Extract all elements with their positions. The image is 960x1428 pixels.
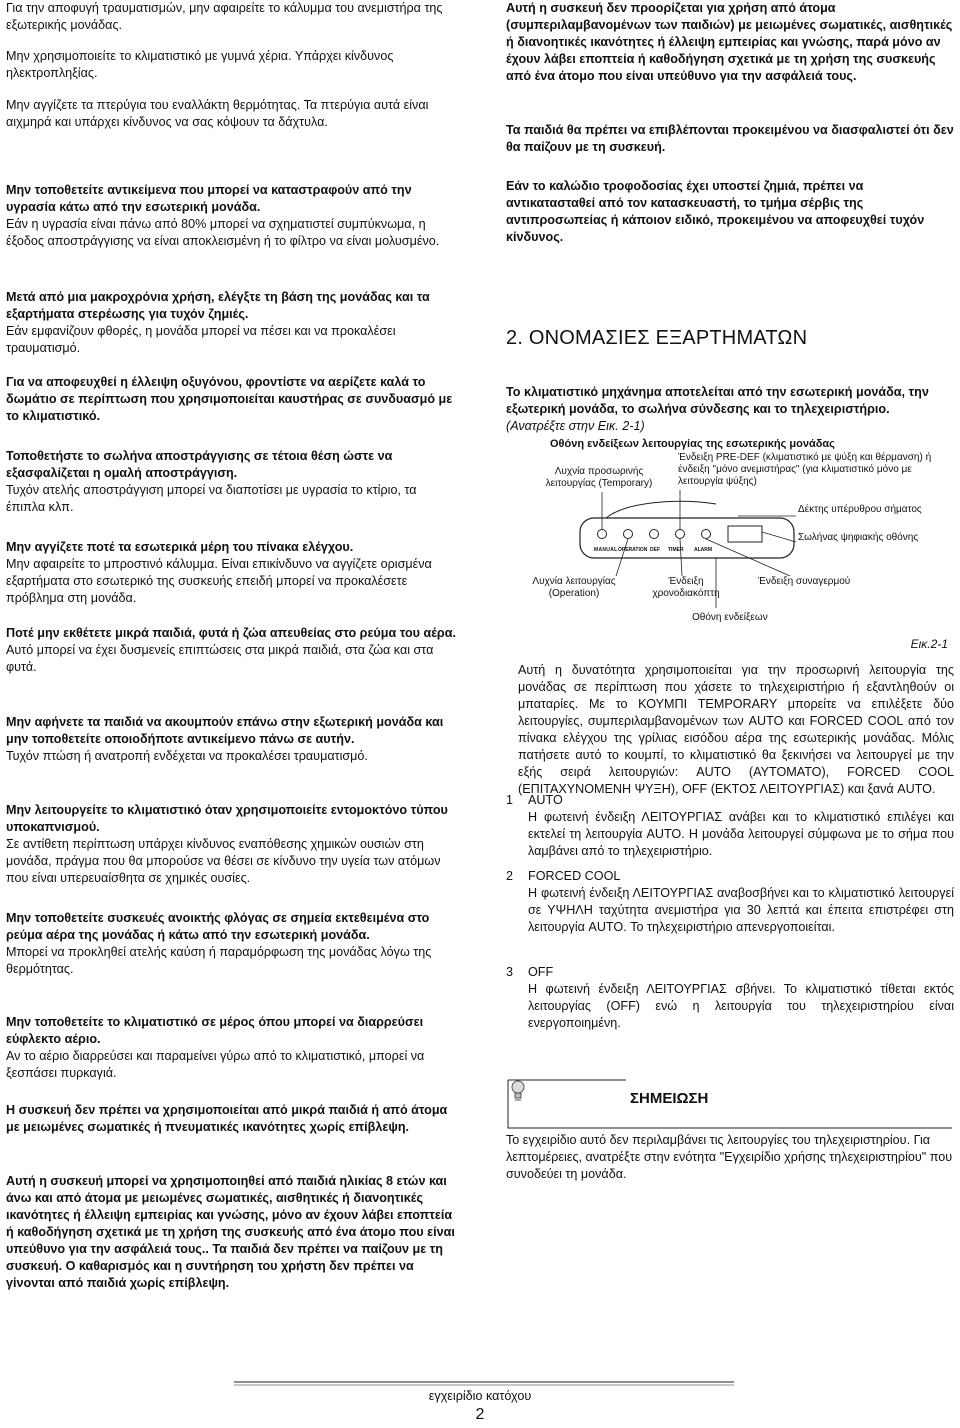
digital-display-label: Σωλήνας ψηφιακής οθόνης bbox=[798, 532, 919, 543]
ir-receiver-label: Δέκτης υπέρυθρου σήματος bbox=[798, 504, 922, 515]
mode-item-off: 3 OFF Η φωτεινή ένδειξη ΛΕΙΤΟΥΡΓΙΑΣ σβήνει. Το κλιματιστικό τίθεται εκτός λειτουργίας (OFF) ενώ η λειτουργία του τηλεχειριστηρίου είναι ενεργοποιημένη. bbox=[506, 965, 954, 1030]
warning-paragraph: Μην αγγίζετε τα πτερύγια του εναλλάκτη θερμότητας. Τα πτερύγια αυτά είναι αιχμηρά και υπάρχει κίνδυνος να σας κόψουν τα δάχτυλα. bbox=[6, 98, 429, 129]
warning-paragraph: Μην λειτουργείτε το κλιματιστικό όταν χρησιμοποιείτε εντομοκτόνο τύπου υποκαπνισμού. Σε αντίθετη περίπτωση υπάρχει κίνδυνος εναπόθεσης χημικών ουσιών στη μονάδα, πράγμα που θα μπορούσε να θέσει σε κίνδυνο την υγεία των ατόμων που είναι υπερευαίσθητα σε χημικές ουσίες. bbox=[6, 803, 448, 885]
footer-rule bbox=[234, 1380, 734, 1388]
warning-paragraph: Μην τοποθετείτε συσκευές ανοικτής φλόγας σε σημεία εκτεθειμένα στο ρεύμα αέρα της μονάδας ή κάτω από την εσωτερική μονάδα. Μπορεί να προκληθεί ατελής καύση ή παραμόρφωση της μονάδας λόγω της θερμότητας. bbox=[6, 911, 432, 976]
temporary-lamp-label: Λυχνία προσωρινής λειτουργίας (Temporary) bbox=[545, 466, 653, 489]
mode-item-forced-cool: 2 FORCED COOL Η φωτεινή ένδειξη ΛΕΙΤΟΥΡΓΙΑΣ αναβοσβήνει και το κλιματιστικό λειτουργεί σε ΥΨΗΛΗ ταχύτητα ανεμιστήρα για 30 λεπτά και έπειτα επιστρέφει στη λειτουργία AUTO. Το τηλεχειριστήριο απενεργοποιείται. bbox=[506, 869, 954, 934]
warning-paragraph: Η συσκευή δεν πρέπει να χρησιμοποιείται από μικρά παιδιά ή από άτομα με μειωμένες σωματικές ή πνευματικές ικανότητες χωρίς επίβλεψη. bbox=[6, 1103, 448, 1134]
note-box bbox=[506, 1078, 954, 1130]
panel-mark-manual: MANUAL bbox=[594, 547, 618, 553]
lightbulb-icon bbox=[510, 1080, 526, 1107]
note-frame bbox=[506, 1078, 954, 1130]
alarm-label: Ένδειξη συναγερμού bbox=[758, 576, 851, 587]
safety-paragraph: Εάν το καλώδιο τροφοδοσίας έχει υποστεί ζημιά, πρέπει να αντικατασταθεί από τον κατασκευαστή, το τμήμα σέρβις της αντιπροσωπείας ή κάποιον ειδικό, προκειμένου να αποφευχθεί τυχόν κίνδυνος. bbox=[506, 179, 925, 244]
panel-mark-timer: TIMER bbox=[668, 547, 684, 553]
warning-paragraph: Μην τοποθετείτε το κλιματιστικό σε μέρος όπου μπορεί να διαρρεύσει εύφλεκτο αέριο. Αν το αέριο διαρρεύσει και παραμείνει γύρω από το κλιματιστικό, μπορεί να ξεσπάσει πυρκαγιά. bbox=[6, 1015, 425, 1080]
safety-paragraph: Αυτή η συσκευή δεν προορίζεται για χρήση από άτομα (συμπεριλαμβανομένων των παιδιών) με μειωμένες σωματικές, αισθητικές ή διανοητικές ικανότητες ή έλλειψη εμπειρίας και γνώσης, παρά μόνο αν έχουν λάβει εποπτεία ή καθοδήγηση σχετικά με τη χρήση της συσκευής από ένα άτομο που είναι υπεύθυνο για την ασφάλειά τους. bbox=[506, 1, 953, 83]
temporary-paragraph: Αυτή η δυνατότητα χρησιμοποιείται για την προσωρινή λειτουργία της μονάδας σε περίπτωση που χάσετε το τηλεχειριστήριο ή εξαντληθούν οι μπαταρίες. Με το ΚΟΥΜΠΙ TEMPORARY μπορείτε να επιλέξετε δύο λειτουργίες, συμπεριλαμβανομένων των AUTO και FORCED COOL από τον πίνακα ελέγχου της γρίλιας εισόδου αέρα της εσωτερικής μονάδας. Μόλις πατήσετε αυτό το κουμπί, το κλιματιστικό θα ξεκινήσει να λειτουργεί με την εξής σειρά λειτουργιών: AUTO (ΑΥΤΟΜΑΤΟ), FORCED COOL (ΕΠΙΤΑΧΥΝΟΜΕΝΗ ΨΥΞΗ), OFF (ΕΚΤΟΣ ΛΕΙΤΟΥΡΓΙΑΣ) και ξανά AUTO. bbox=[518, 663, 954, 796]
page-number: 2 bbox=[475, 1406, 485, 1423]
indoor-display-figure bbox=[506, 432, 954, 662]
panel-mark-alarm: ALARM bbox=[694, 547, 713, 553]
warning-paragraph: Μην τοποθετείτε αντικείμενα που μπορεί να καταστραφούν από την υγρασία κάτω από την εσωτερική μονάδα. Εάν η υγρασία είναι πάνω από 80% μπορεί να σχηματιστεί συμπύκνωμα, η έξοδος αποστράγγισης να είναι αποκλεισμένη ή το φίλτρο να είναι μολυσμένο. bbox=[6, 183, 440, 248]
section-heading: 2. ΟΝΟΜΑΣΙΕΣ ΕΞΑΡΤΗΜΑΤΩΝ bbox=[506, 327, 808, 349]
figure-caption: Εικ.2-1 bbox=[910, 637, 948, 651]
indoor-panel-drawing bbox=[506, 432, 954, 662]
warning-paragraph: Για την αποφυγή τραυματισμών, μην αφαιρείτε το κάλυμμα του ανεμιστήρα της εξωτερικής μονάδας. bbox=[6, 1, 443, 32]
warning-paragraph: Μετά από μια μακροχρόνια χρήση, ελέγξτε τη βάση της μονάδας και τα εξαρτήματα στερέωσης για τυχόν ζημιές. Εάν εμφανίζουν φθορές, η μονάδα μπορεί να πέσει και να προκαλέσει τραυματισμό. bbox=[6, 290, 430, 355]
timer-label: Ένδειξη χρονοδιακόπτη bbox=[652, 576, 720, 599]
warning-paragraph: Ποτέ μην εκθέτετε μικρά παιδιά, φυτά ή ζώα απευθείας στο ρεύμα του αέρα. Αυτό μπορεί να έχει δυσμενείς επιπτώσεις στα μικρά παιδιά, στα ζώα και στα φυτά. bbox=[6, 626, 456, 674]
footer-label: εγχειρίδιο κατόχου bbox=[428, 1389, 532, 1403]
mode-item-auto: 1 AUTO Η φωτεινή ένδειξη ΛΕΙΤΟΥΡΓΙΑΣ ανάβει και το κλιματιστικό επιλέγει και εκτελεί τη λειτουργία AUTO. Η μονάδα λειτουργεί σύμφωνα με το σήμα που λαμβάνει από το τηλεχειριστήριο. bbox=[506, 793, 954, 858]
figure-title: Οθόνη ενδείξεων λειτουργίας της εσωτερικής μονάδας bbox=[550, 438, 835, 450]
display-label: Οθόνη ενδείξεων bbox=[692, 612, 768, 623]
warning-paragraph: Τοποθετήστε το σωλήνα αποστράγγισης σε τέτοια θέση ώστε να εξασφαλίζεται η ομαλή αποστράγγιση. Τυχόν ατελής αποστράγγιση μπορεί να διαποτίσει με υγρασία το κτίριο, τα έπιπλα κλπ. bbox=[6, 449, 417, 514]
note-title: ΣΗΜΕΙΩΣΗ bbox=[630, 1090, 709, 1107]
panel-mark-def: DEF bbox=[650, 547, 660, 553]
safety-paragraph: Τα παιδιά θα πρέπει να επιβλέπονται προκειμένου να διασφαλιστεί ότι δεν θα παίζουν με τη συσκευή. bbox=[506, 123, 954, 154]
warning-paragraph: Για να αποφευχθεί η έλλειψη οξυγόνου, φροντίστε να αερίζετε καλά το δωμάτιο σε περίπτωση που χρησιμοποιείται καυστήρας σε συνδυασμό με το κλιματιστικό. bbox=[6, 375, 453, 423]
warning-paragraph: Μην αφήνετε τα παιδιά να ακουμπούν επάνω στην εξωτερική μονάδα και μην τοποθετείτε οποιοδήποτε αντικείμενο πάνω σε αυτήν. Τυχόν πτώση ή ανατροπή ενδέχεται να προκαλέσει τραυματισμό. bbox=[6, 715, 444, 763]
predef-label: Ένδειξη PRE-DEF (κλιματιστικό με ψύξη και θέρμανση) ή ένδειξη "μόνο ανεμιστήρας" (για κλιματιστικό μόνο με λειτουργία ψύξης) bbox=[678, 452, 932, 487]
warning-paragraph: Μην χρησιμοποιείτε το κλιματιστικό με γυμνά χέρια. Υπάρχει κίνδυνος ηλεκτροπληξίας. bbox=[6, 49, 394, 80]
section-intro: Το κλιματιστικό μηχάνημα αποτελείται από την εσωτερική μονάδα, την εξωτερική μονάδα, το σωλήνα σύνδεσης και το τηλεχειριστήριο. (Ανατρέξτε στην Εικ. 2-1) bbox=[506, 385, 929, 433]
note-text: Το εγχειρίδιο αυτό δεν περιλαμβάνει τις λειτουργίες του τηλεχειριστηρίου. Για λεπτομέρειες, ανατρέξτε στην ενότητα "Εγχειρίδιο χρήσης τηλεχειριστηρίου" που συνοδεύει τη μονάδα. bbox=[506, 1133, 953, 1181]
warning-paragraph: Αυτή η συσκευή μπορεί να χρησιμοποιηθεί από παιδιά ηλικίας 8 ετών και άνω και από άτομα με μειωμένες σωματικές, αισθητικές ή διανοητικές ικανότητες ή έλλειψη εμπειρίας και γνώσης, μόνο αν έχουν λάβει εποπτεία ή καθοδήγηση σχετικά με τη χρήση της συσκευής από ένα άτομο που είναι υπεύθυνο για την ασφάλειά τους.. Τα παιδιά δεν πρέπει να παίζουν με τη συσκευή. Ο καθαρισμός και η συντήρηση του χρήστη δεν πρέπει να γίνονται από παιδιά χωρίς επίβλεψη. bbox=[6, 1174, 455, 1290]
panel-mark-operation: OPERATION bbox=[618, 547, 648, 553]
warning-paragraph: Μην αγγίζετε ποτέ τα εσωτερικά μέρη του πίνακα ελέγχου. Μην αφαιρείτε το μπροστινό κάλυμμα. Είναι επικίνδυνο να αγγίζετε ορισμένα εξαρτήματα στο εσωτερικό της συσκευής επειδή μπορεί να προκαλέσετε πρόβλημα στη μονάδα. bbox=[6, 540, 432, 605]
operation-lamp-label: Λυχνία λειτουργίας (Operation) bbox=[532, 576, 616, 599]
